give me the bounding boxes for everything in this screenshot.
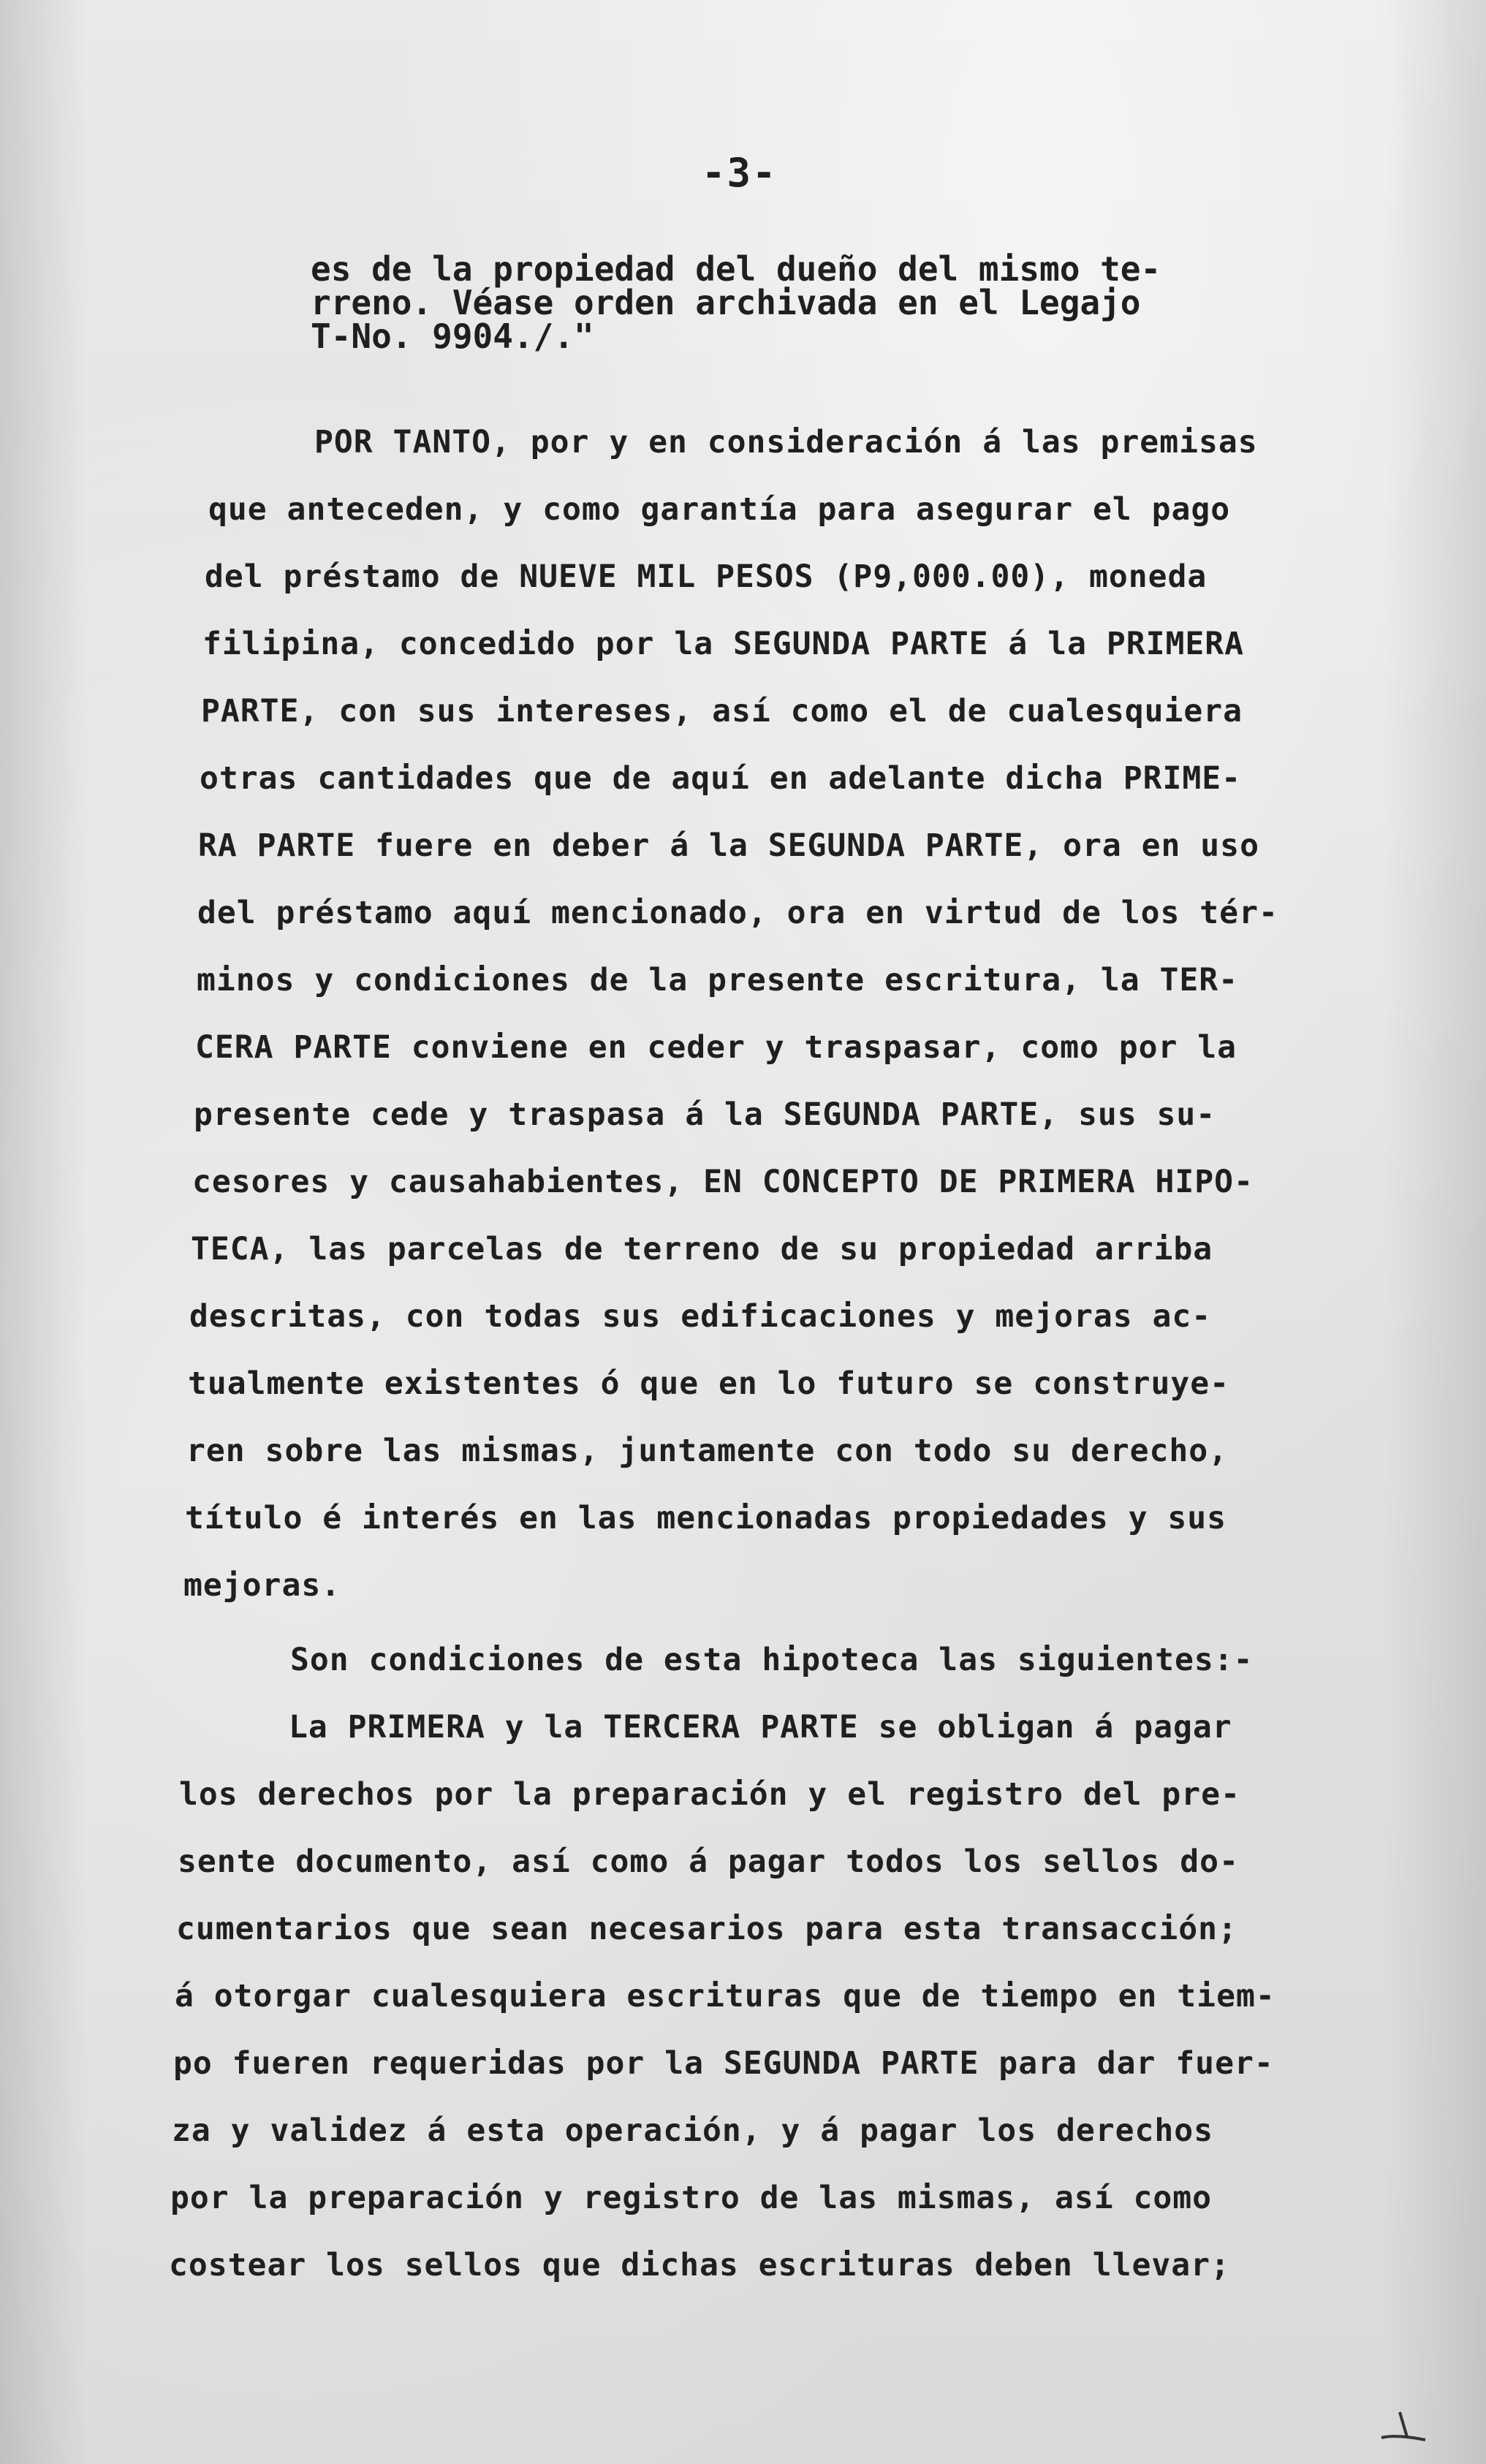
text-line: ren sobre las mismas, juntamente con todo su derecho, bbox=[186, 1433, 1229, 1469]
text-line: presente cede y traspasa á la SEGUNDA PARTE, sus su- bbox=[194, 1096, 1216, 1133]
text-line: cumentarios que sean necesarios para esta transacción; bbox=[176, 1911, 1237, 1947]
text-line: á otorgar cualesquiera escrituras que de tiempo en tiem- bbox=[175, 1978, 1275, 2014]
text-line: filipina, concedido por la SEGUNDA PARTE á la PRIMERA bbox=[202, 626, 1245, 662]
quoted-paragraph bbox=[311, 249, 1261, 356]
text-line: otras cantidades que de aquí en adelante dicha PRIME- bbox=[200, 760, 1242, 797]
text-line: sente documento, así como á pagar todos los sellos do- bbox=[178, 1843, 1239, 1880]
quote-line: es de la propiedad del dueño del mismo te- bbox=[311, 249, 1161, 289]
text-line: minos y condiciones de la presente escritura, la TER- bbox=[197, 962, 1239, 998]
text-line: por la preparación y registro de las mismas, así como bbox=[170, 2180, 1213, 2216]
text-line: descritas, con todas sus edificaciones y mejoras ac- bbox=[189, 1298, 1212, 1335]
quote-line: T-No. 9904./." bbox=[311, 316, 594, 356]
text-line: cesores y causahabientes, EN CONCEPTO DE PRIMERA HIPO- bbox=[192, 1164, 1254, 1200]
text-line: po fueren requeridas por la SEGUNDA PARTE para dar fuer- bbox=[173, 2045, 1274, 2082]
text-line: tualmente existentes ó que en lo futuro se construye- bbox=[188, 1365, 1230, 1402]
text-line: los derechos por la preparación y el registro del pre- bbox=[179, 1776, 1240, 1813]
text-line: POR TANTO, por y en consideración á las premisas bbox=[314, 424, 1258, 460]
quote-line: rreno. Véase orden archivada en el Legajo bbox=[311, 283, 1141, 322]
text-line: La PRIMERA y la TERCERA PARTE se obligan á pagar bbox=[289, 1709, 1232, 1745]
text-line: del préstamo de NUEVE MIL PESOS (P9,000.00), moneda bbox=[205, 558, 1208, 595]
text-line: costear los sellos que dichas escrituras deben llevar; bbox=[169, 2247, 1230, 2283]
text-line: mejoras. bbox=[183, 1567, 341, 1604]
page-shadow-right bbox=[1384, 0, 1486, 2464]
text-line: CERA PARTE conviene en ceder y traspasar, como por la bbox=[195, 1029, 1237, 1066]
text-line: del préstamo aquí mencionado, ora en virtud de los tér- bbox=[197, 895, 1278, 931]
text-line: Son condiciones de esta hipoteca las siguientes:- bbox=[290, 1642, 1254, 1678]
text-line: título é interés en las mencionadas propiedades y sus bbox=[185, 1500, 1227, 1536]
text-line: que anteceden, y como garantía para asegurar el pago bbox=[208, 491, 1231, 528]
text-line: TECA, las parcelas de terreno de su propiedad arriba bbox=[191, 1231, 1213, 1267]
text-line: RA PARTE fuere en deber á la SEGUNDA PARTE, ora en uso bbox=[198, 827, 1259, 864]
page-shadow-left bbox=[0, 0, 88, 2464]
initial-mark-icon bbox=[1374, 2405, 1433, 2449]
page-number: -3- bbox=[702, 150, 778, 196]
text-line: PARTE, con sus intereses, así como el de cualesquiera bbox=[201, 693, 1243, 729]
text-line: za y validez á esta operación, y á pagar los derechos bbox=[172, 2112, 1214, 2149]
